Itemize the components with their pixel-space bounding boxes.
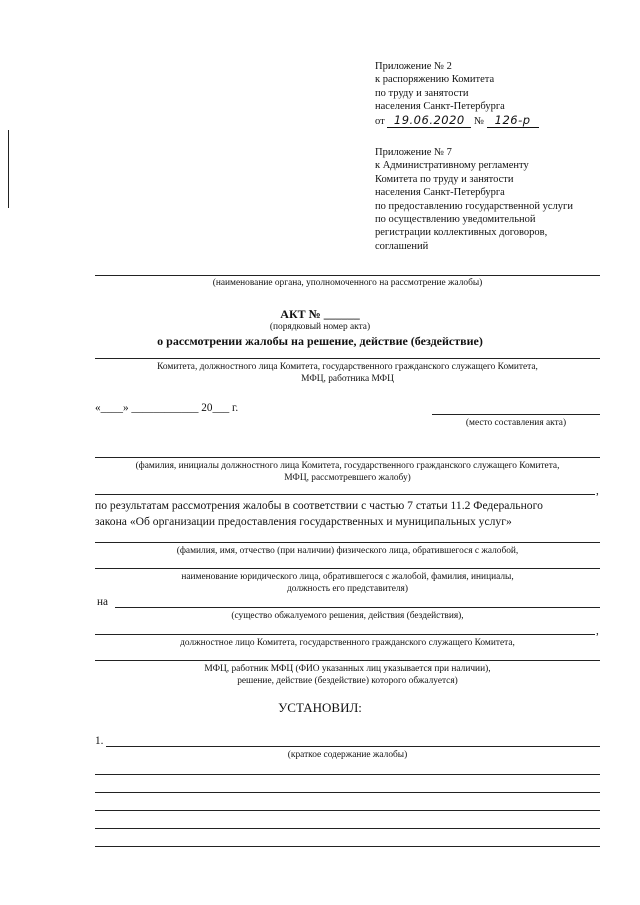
appendix-2-line-3: по труду и занятости <box>375 87 469 99</box>
subtitle-caption-1: Комитета, должностного лица Комитета, государственного гражданского служащего Комитета, <box>157 362 538 372</box>
place-fill-line <box>432 414 600 415</box>
entity-caption-2: должность его представителя) <box>287 584 408 594</box>
on-label: на <box>97 596 108 608</box>
summary-line <box>95 846 600 847</box>
item-one-label: 1. <box>95 735 104 747</box>
appendix-7-line: к Административному регламенту <box>375 160 529 172</box>
appendix-2-line-1: Приложение № 2 <box>375 61 452 72</box>
summary-fill-line <box>106 746 600 747</box>
handwritten-number: 126-р <box>487 114 539 128</box>
summary-line <box>95 792 600 793</box>
appendix-7-line: по осуществлению уведомительной <box>375 214 536 226</box>
essence-caption: (существо обжалуемого решения, действия (бездействия), <box>231 611 464 621</box>
summary-caption: (краткое содержание жалобы) <box>287 750 408 760</box>
subtitle-fill-line <box>95 358 600 359</box>
subtitle-caption-2: МФЦ, работника МФЦ <box>301 374 394 384</box>
act-subtitle: о рассмотрении жалобы на решение, действие (бездействие) <box>157 334 483 348</box>
reviewer-fill-line <box>95 494 595 495</box>
committee-caption: должностное лицо Комитета, государственного гражданского служащего Комитета, <box>180 638 515 648</box>
person-caption: (фамилия, имя, отчество (при наличии) физического лица, обратившегося с жалобой, <box>176 546 519 556</box>
appendix-7-block <box>375 146 573 253</box>
appendix-7-line: по предоставлению государственной услуги <box>375 200 573 212</box>
handwritten-date: 19.06.2020 <box>387 114 471 128</box>
act-date-line: «____» ____________ 20___ г. <box>95 402 239 414</box>
essence-fill-line <box>115 607 600 608</box>
appendix-2-block <box>375 60 539 128</box>
appendix-7-line: Комитета по труду и занятости <box>375 173 514 185</box>
appendix-2-line-2: к распоряжению Комитета <box>375 74 495 86</box>
comma-1: , <box>596 485 599 497</box>
organ-fill-line <box>95 275 600 276</box>
result-line-1: по результатам рассмотрения жалобы в соответствии с частью 7 статьи 11.2 Федерального <box>95 499 543 512</box>
appendix-2-date-row <box>375 114 539 128</box>
organ-caption: (наименование органа, уполномоченного на рассмотрение жалобы) <box>212 278 483 288</box>
appendix-7-line: Приложение № 7 <box>375 147 452 158</box>
summary-line <box>95 774 600 775</box>
act-number-caption: (порядковый номер акта) <box>269 322 371 332</box>
appendix-7-line: населения Санкт-Петербурга <box>375 187 505 199</box>
official-caption-2: МФЦ, рассмотревшего жалобу) <box>284 473 411 483</box>
date-prefix: от <box>375 115 385 127</box>
established-heading: УСТАНОВИЛ: <box>278 700 362 715</box>
mfc-caption-2: решение, действие (бездействие) которого обжалуется) <box>237 676 458 686</box>
margin-mark <box>8 130 9 208</box>
official-caption-1: (фамилия, инициалы должностного лица Комитета, государственного гражданского служащего Комитета, <box>135 461 560 471</box>
summary-line <box>95 828 600 829</box>
result-line-2: закона «Об организации предоставления государственных и муниципальных услуг» <box>95 515 512 528</box>
person-fill-line <box>95 542 600 543</box>
official-fill-line <box>95 457 600 458</box>
summary-line <box>95 810 600 811</box>
entity-fill-line <box>95 568 600 569</box>
appendix-7-line: регистрации коллективных договоров, <box>375 227 548 239</box>
appendix-7-line: соглашений <box>375 240 429 252</box>
committee-fill-line <box>95 634 595 635</box>
entity-caption-1: наименование юридического лица, обратившегося с жалобой, фамилия, инициалы, <box>181 572 514 582</box>
mfc-fill-line <box>95 660 600 661</box>
appendix-2-line-4: населения Санкт-Петербурга <box>375 101 505 113</box>
comma-2: , <box>596 625 599 637</box>
number-sign: № <box>473 115 484 127</box>
act-title: АКТ № ______ <box>280 307 360 321</box>
place-caption: (место составления акта) <box>465 418 567 428</box>
mfc-caption-1: МФЦ, работник МФЦ (ФИО указанных лиц указывается при наличии), <box>204 664 491 674</box>
